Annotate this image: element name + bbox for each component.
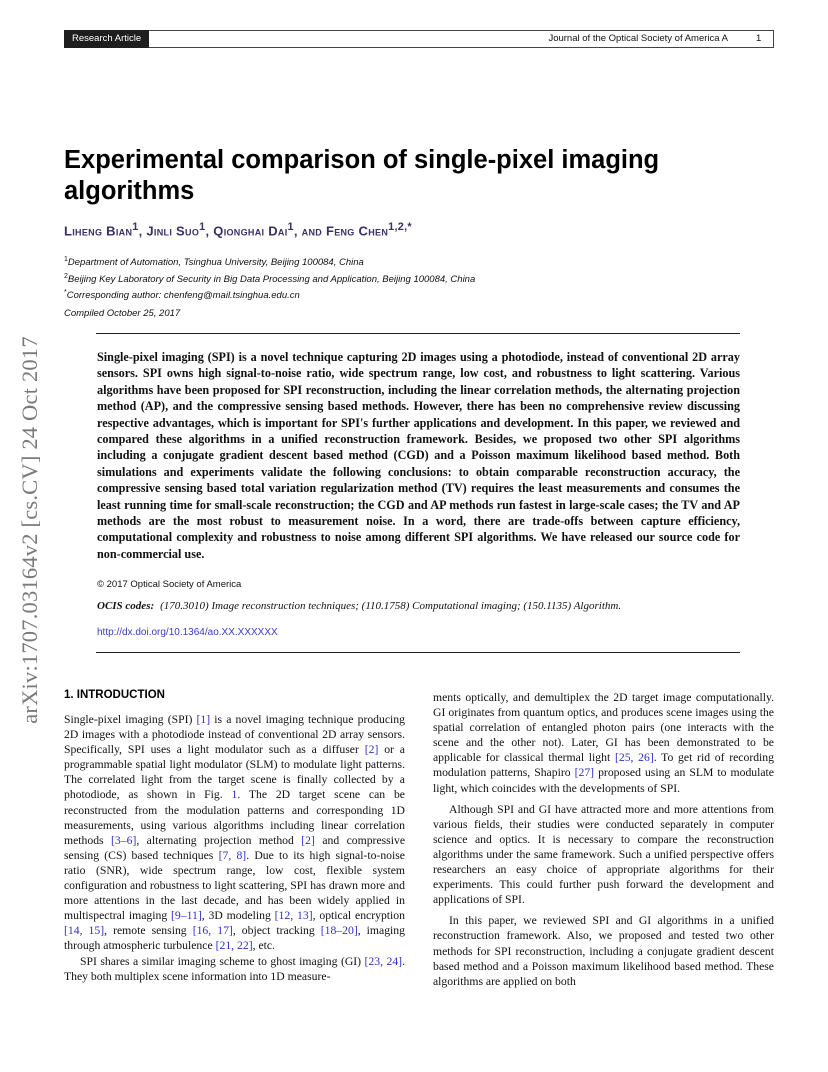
author-sup: 1,2,* bbox=[388, 221, 412, 233]
ocis-text: (170.3010) Image reconstruction techniques; (110.1758) Computational imaging; (150.1135) Algorithm. bbox=[160, 600, 622, 612]
affiliation bbox=[64, 270, 475, 287]
author-name: and Feng Chen bbox=[301, 223, 389, 239]
affiliation bbox=[64, 286, 475, 303]
abstract-bottom-rule bbox=[96, 652, 740, 653]
journal-name: Journal of the Optical Society of America A bbox=[548, 33, 728, 44]
arxiv-stamp: arXiv:1707.03164v2 [cs.CV] 24 Oct 2017 bbox=[17, 336, 42, 724]
ocis-label: OCIS codes: bbox=[97, 600, 155, 612]
affiliation bbox=[64, 253, 475, 270]
body-paragraph: Single-pixel imaging (SPI) [1] is a novel imaging technique producing 2D images with a photodiode instead of conventional 2D array sensors. Specifically, SPI uses a light modulator such as a diffuser [2] or a programmable spatial light modulator (SLM) to modulate light patterns. The correlated light from the target scene is finally collected by a photodiode, as shown in Fig. 1. The 2D target scene can be reconstructed from the modulation patterns and corresponding 1D measurements, using various algorithms including linear correlation methods [3–6], alternating projection method [2] and compressive sensing (CS) based techniques [7, 8]. Due to its high signal-to-noise ratio (SNR), wide spectrum range, low cost, flexible system configuration and robustness to light scattering, SPI has drawn more and more attentions in the last decade, and has been widely applied in multispectral imaging [9–11], 3D modeling [12, 13], optical encryption [14, 15], remote sensing [16, 17], object tracking [18–20], imaging through atmospheric turbulence [21, 22], etc. bbox=[64, 713, 406, 953]
article-type-badge: Research Article bbox=[64, 30, 149, 48]
author-list: Liheng Bian$^1$, Jinli Suo$^1$, Qionghai Dai$^1$, and Feng Chen$^{1,2,*}$ bbox=[64, 221, 412, 239]
compiled-date: Compiled October 25, 2017 bbox=[64, 308, 181, 319]
body-paragraph: ments optically, and demultiplex the 2D target image computationally. GI originates from quantum optics, and produces scene images using the spatial correlation of entangled photon pairs (one interacts with the scene and the other not). Later, GI has been demonstrated to be applicable for classical thermal light [25, 26]. To get rid of recording modulation patterns, Shapiro [27] proposed using an SLM to modulate light, which coincides with the developments of SPI. bbox=[433, 691, 774, 795]
author-sup: 1 bbox=[287, 221, 294, 233]
paper-title: Experimental comparison of single-pixel imaging algorithms bbox=[64, 146, 660, 205]
section-heading: 1. INTRODUCTION bbox=[64, 689, 165, 701]
body-column-right bbox=[433, 690, 774, 989]
author-name: Qionghai Dai bbox=[213, 223, 288, 239]
affiliation-text: Beijing Key Laboratory of Security in Big Data Processing and Application, Beijing 100084, China bbox=[67, 273, 476, 285]
abstract-top-rule bbox=[96, 333, 740, 334]
author-sup: 1 bbox=[199, 221, 206, 233]
body-paragraph: Although SPI and GI have attracted more and more attentions from various fields, their studies were conducted separately in computer science and optics. It is necessary to compare the reconstruction algorithms under the same framework. Such a unified perspective offers researchers an easy choice of appropriate algorithms for their experiments. This could further push forward the development and applications of SPI. bbox=[433, 802, 774, 907]
doi-link[interactable]: http://dx.doi.org/10.1364/ao.XX.XXXXXX bbox=[97, 627, 278, 638]
affiliation-mark: 2 bbox=[64, 272, 68, 280]
affiliation-text: Corresponding author: chenfeng@mail.tsinghua.edu.cn bbox=[66, 290, 300, 302]
author-name: Liheng Bian bbox=[64, 223, 133, 239]
affiliation-text: Department of Automation, Tsinghua University, Beijing 100084, China bbox=[67, 257, 364, 269]
affiliation-mark: * bbox=[64, 289, 67, 297]
page-number: 1 bbox=[756, 33, 762, 44]
affiliations bbox=[64, 253, 475, 303]
body-column-left bbox=[64, 712, 405, 984]
copyright-notice: © 2017 Optical Society of America bbox=[97, 579, 242, 590]
author-name: Jinli Suo bbox=[146, 223, 200, 239]
body-paragraph: In this paper, we reviewed SPI and GI algorithms in a unified reconstruction framework. Also, we proposed and tested two other methods for SPI reconstruction, including a conjugate gradient descent based method and a Poisson maximum likelihood based method. These algorithms are applied on both bbox=[433, 914, 774, 988]
abstract: Single-pixel imaging (SPI) is a novel technique capturing 2D images using a photodiode, instead of conventional 2D array sensors. SPI owns high signal-to-noise ratio, wide spectrum range, low cost, and robustness to light scattering. Various algorithms have been proposed for SPI reconstruction, including the linear correlation methods, the alternating projection method (AP), and the compressive sensing based methods. However, there has been no comprehensive review discussing respective advantages, which is important for SPI's further applications and development. In this paper, we reviewed and compared these algorithms in a unified reconstruction framework. Besides, we proposed two other SPI algorithms including a conjugate gradient descent based method (CGD) and a Poisson maximum likelihood based method. Both simulations and experiments validate the following conclusions: to obtain comparable reconstruction accuracy, the compressive sensing based total variation regularization method (TV) requires the least measurements and consumes the least running time for small-scale reconstruction; the CGD and AP methods run fastest in large-scale cases; the TV and AP methods are the most robust to measurement noise. In a word, there are trade-offs between capture efficiency, computational complexity and robustness to noise among different SPI algorithms. We have released our source code for non-commercial use. bbox=[97, 350, 740, 561]
affiliation-mark: 1 bbox=[64, 256, 68, 263]
author-sup: 1 bbox=[132, 221, 139, 233]
ocis-codes bbox=[97, 600, 621, 612]
body-paragraph: SPI shares a similar imaging scheme to ghost imaging (GI) [23, 24]. They both multiplex scene information into 1D measure- bbox=[64, 954, 405, 983]
